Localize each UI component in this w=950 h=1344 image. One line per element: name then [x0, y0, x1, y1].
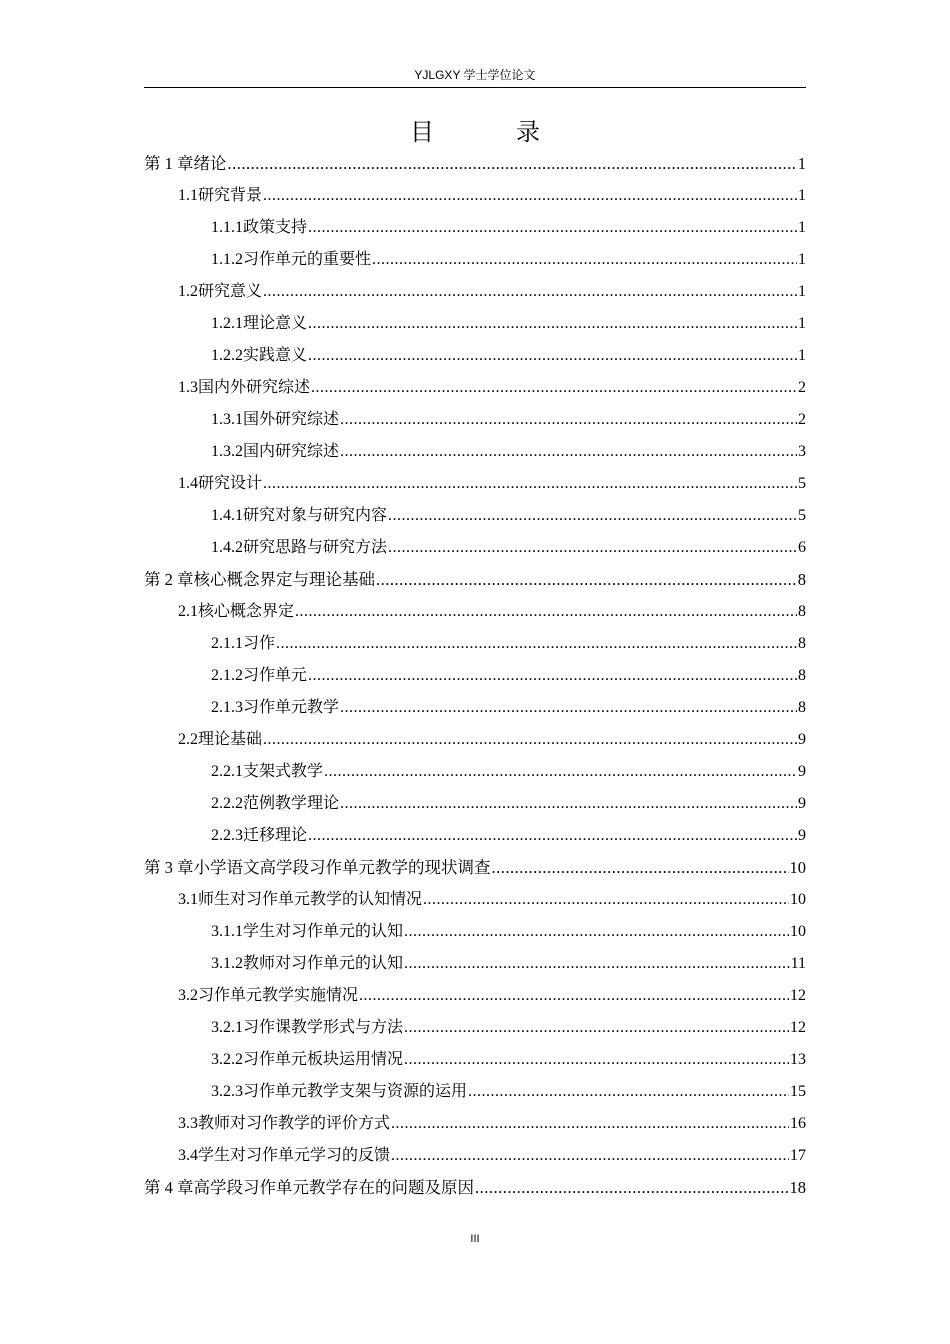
- toc-dot-leader: [404, 916, 789, 948]
- toc-dot-leader: [263, 468, 797, 500]
- toc-dot-leader: [404, 1012, 789, 1044]
- toc-subsection-entry[interactable]: [144, 692, 806, 724]
- toc-entry-page: 6: [798, 539, 806, 556]
- toc-dot-leader: [340, 436, 797, 468]
- toc-section-entry[interactable]: [144, 724, 806, 756]
- toc-entry-number: 1.2: [178, 283, 198, 300]
- toc-dot-leader: [388, 500, 797, 532]
- toc-entry-page: 8: [798, 603, 806, 620]
- toc-chapter-entry[interactable]: [144, 852, 806, 884]
- toc-entry-page: 18: [789, 1178, 806, 1197]
- toc-subsection-entry[interactable]: [144, 1076, 806, 1108]
- toc-subsection-entry[interactable]: [144, 308, 806, 340]
- toc-entry-title: 政策支持: [243, 219, 308, 236]
- toc-section-entry[interactable]: [144, 1108, 806, 1140]
- toc-dot-leader: [475, 1172, 789, 1204]
- toc-entry-number: 3.2: [178, 987, 198, 1004]
- toc-entry-title: 研究设计: [198, 475, 263, 492]
- toc-entry-title: 迁移理论: [243, 827, 308, 844]
- toc-entry-title: 实践意义: [243, 347, 308, 364]
- toc-entry-title: 理论意义: [243, 315, 308, 332]
- toc-section-entry[interactable]: [144, 276, 806, 308]
- toc-entry-page: 5: [798, 507, 806, 524]
- toc-entry-page: 5: [798, 475, 806, 492]
- toc-entry-title: 范例教学理论: [243, 795, 340, 812]
- toc-dot-leader: [311, 372, 797, 404]
- toc-entry-page: 16: [790, 1115, 806, 1132]
- toc-dot-leader: [340, 404, 797, 436]
- toc-entry-page: 1: [798, 315, 806, 332]
- toc-entry-number: 2.2.3: [211, 827, 243, 844]
- toc-dot-leader: [492, 852, 789, 884]
- toc-entry-title: 国内研究综述: [243, 443, 340, 460]
- toc-entry-number: 3.2.2: [211, 1051, 243, 1068]
- toc-subsection-entry[interactable]: [144, 500, 806, 532]
- toc-entry-page: 1: [798, 251, 806, 268]
- toc-entry-number: 2.2.2: [211, 795, 243, 812]
- toc-entry-page: 1: [798, 283, 806, 300]
- toc-entry-title: 高学段习作单元教学存在的问题及原因: [193, 1178, 474, 1197]
- toc-dot-leader: [308, 308, 797, 340]
- toc-entry-number: 1.4.1: [211, 507, 243, 524]
- toc-entry-number: 第 4 章: [144, 1178, 194, 1197]
- toc-dot-leader: [276, 628, 797, 660]
- toc-dot-leader: [324, 756, 797, 788]
- toc-entry-number: 2.1: [178, 603, 198, 620]
- toc-entry-title: 学生对习作单元学习的反馈: [198, 1147, 391, 1164]
- toc-entry-title: 国内外研究综述: [198, 379, 311, 396]
- toc-subsection-entry[interactable]: [144, 788, 806, 820]
- toc-dot-leader: [308, 660, 797, 692]
- toc-entry-page: 1: [798, 347, 806, 364]
- toc-dot-leader: [263, 180, 797, 212]
- toc-entry-title: 学生对习作单元的认知: [243, 923, 404, 940]
- toc-entry-page: 1: [798, 219, 806, 236]
- toc-entry-title: 绪论: [193, 154, 227, 173]
- toc-entry-number: 3.2.3: [211, 1083, 243, 1100]
- toc-dot-leader: [468, 1076, 789, 1108]
- toc-entry-page: 13: [790, 1051, 806, 1068]
- toc-subsection-entry[interactable]: [144, 1044, 806, 1076]
- toc-section-entry[interactable]: [144, 180, 806, 212]
- toc-chapter-entry[interactable]: [144, 1172, 806, 1204]
- toc-entry-number: 3.1: [178, 891, 198, 908]
- toc-entry-page: 2: [798, 379, 806, 396]
- toc-entry-page: 9: [798, 763, 806, 780]
- toc-dot-leader: [228, 148, 797, 180]
- toc-dot-leader: [372, 244, 797, 276]
- toc-entry-number: 1.3: [178, 379, 198, 396]
- toc-subsection-entry[interactable]: [144, 404, 806, 436]
- toc-entry-page: 10: [790, 923, 806, 940]
- toc-entry-page: 12: [790, 987, 806, 1004]
- toc-subsection-entry[interactable]: [144, 1012, 806, 1044]
- toc-section-entry[interactable]: [144, 980, 806, 1012]
- toc-dot-leader: [388, 532, 797, 564]
- toc-dot-leader: [308, 340, 797, 372]
- toc-entry-number: 1.4.2: [211, 539, 243, 556]
- toc-dot-leader: [308, 212, 797, 244]
- toc-entry-title: 小学语文高学段习作单元教学的现状调查: [193, 858, 491, 877]
- toc-entry-title: 国外研究综述: [243, 411, 340, 428]
- toc-entry-title: 习作: [243, 635, 276, 652]
- toc-entry-title: 习作单元的重要性: [243, 251, 372, 268]
- toc-entry-title: 教师对习作教学的评价方式: [198, 1115, 391, 1132]
- toc-entry-number: 第 3 章: [144, 858, 194, 877]
- toc-entry-number: 1.4: [178, 475, 198, 492]
- toc-entry-title: 习作单元: [243, 667, 308, 684]
- toc-dot-leader: [263, 276, 797, 308]
- page-number: III: [470, 1233, 480, 1245]
- toc-subsection-entry[interactable]: [144, 948, 806, 980]
- toc-entry-title: 研究意义: [198, 283, 263, 300]
- toc-entry-page: 12: [790, 1019, 806, 1036]
- toc-entry-number: 1.2.2: [211, 347, 243, 364]
- toc-entry-page: 8: [798, 667, 806, 684]
- toc-entry-number: 3.4: [178, 1147, 198, 1164]
- toc-dot-leader: [391, 1140, 789, 1172]
- toc-title: 目 录: [410, 120, 578, 146]
- toc-entry-page: 17: [790, 1147, 806, 1164]
- toc-subsection-entry[interactable]: [144, 820, 806, 852]
- toc-entry-title: 习作单元教学: [243, 699, 340, 716]
- toc-section-entry[interactable]: [144, 468, 806, 500]
- toc-entry-title: 研究背景: [198, 187, 263, 204]
- toc-entry-number: 3.1.1: [211, 923, 243, 940]
- toc-section-entry[interactable]: [144, 596, 806, 628]
- toc-entry-page: 10: [789, 858, 806, 877]
- toc-entry-number: 1.3.2: [211, 443, 243, 460]
- toc-dot-leader: [391, 1108, 789, 1140]
- toc-dot-leader: [308, 820, 797, 852]
- toc-entry-page: 9: [798, 795, 806, 812]
- toc-entry-page: 3: [798, 443, 806, 460]
- toc-entry-title: 核心概念界定与理论基础: [193, 570, 375, 589]
- toc-dot-leader: [404, 1044, 789, 1076]
- toc-entry-number: 2.1.3: [211, 699, 243, 716]
- toc-entry-number: 3.2.1: [211, 1019, 243, 1036]
- toc-dot-leader: [340, 788, 797, 820]
- toc-entry-number: 1.3.1: [211, 411, 243, 428]
- toc-entry-title: 习作单元板块运用情况: [243, 1051, 404, 1068]
- toc-entry-page: 10: [790, 891, 806, 908]
- toc-entry-page: 2: [798, 411, 806, 428]
- toc-entry-page: 11: [790, 955, 806, 972]
- toc-subsection-entry[interactable]: [144, 340, 806, 372]
- toc-subsection-entry[interactable]: [144, 916, 806, 948]
- page-header: YJLGXY 学士学位论文: [414, 68, 536, 82]
- toc-entry-title: 核心概念界定: [198, 603, 295, 620]
- toc-dot-leader: [404, 948, 790, 980]
- toc-subsection-entry[interactable]: [144, 244, 806, 276]
- table-of-contents: [144, 148, 806, 1204]
- header-divider: [144, 87, 806, 88]
- toc-entry-title: 习作课教学形式与方法: [243, 1019, 404, 1036]
- toc-entry-number: 3.1.2: [211, 955, 243, 972]
- toc-entry-page: 9: [798, 731, 806, 748]
- toc-entry-number: 第 1 章: [144, 154, 194, 173]
- toc-entry-title: 研究思路与研究方法: [243, 539, 388, 556]
- toc-subsection-entry[interactable]: [144, 436, 806, 468]
- toc-section-entry[interactable]: [144, 884, 806, 916]
- toc-entry-title: 师生对习作单元教学的认知情况: [198, 891, 423, 908]
- toc-entry-title: 习作单元教学支架与资源的运用: [243, 1083, 468, 1100]
- toc-entry-page: 9: [798, 827, 806, 844]
- toc-subsection-entry[interactable]: [144, 660, 806, 692]
- toc-entry-title: 习作单元教学实施情况: [198, 987, 359, 1004]
- toc-entry-number: 第 2 章: [144, 570, 194, 589]
- toc-entry-number: 2.1.2: [211, 667, 243, 684]
- toc-entry-page: 1: [797, 154, 806, 173]
- toc-dot-leader: [263, 724, 797, 756]
- toc-dot-leader: [376, 564, 797, 596]
- toc-subsection-entry[interactable]: [144, 212, 806, 244]
- toc-chapter-entry[interactable]: [144, 148, 806, 180]
- toc-entry-number: 1.1.2: [211, 251, 243, 268]
- toc-entry-number: 1.1.1: [211, 219, 243, 236]
- toc-entry-title: 教师对习作单元的认知: [243, 955, 404, 972]
- toc-chapter-entry[interactable]: [144, 564, 806, 596]
- toc-subsection-entry[interactable]: [144, 628, 806, 660]
- toc-dot-leader: [340, 692, 797, 724]
- toc-entry-number: 3.3: [178, 1115, 198, 1132]
- toc-entry-page: 8: [797, 570, 806, 589]
- toc-section-entry[interactable]: [144, 372, 806, 404]
- toc-dot-leader: [423, 884, 789, 916]
- toc-entry-number: 1.1: [178, 187, 198, 204]
- toc-entry-title: 研究对象与研究内容: [243, 507, 388, 524]
- toc-entry-page: 15: [790, 1083, 806, 1100]
- toc-dot-leader: [295, 596, 797, 628]
- toc-entry-number: 2.2.1: [211, 763, 243, 780]
- toc-dot-leader: [359, 980, 789, 1012]
- toc-subsection-entry[interactable]: [144, 532, 806, 564]
- toc-entry-number: 2.2: [178, 731, 198, 748]
- toc-entry-page: 8: [798, 699, 806, 716]
- toc-subsection-entry[interactable]: [144, 756, 806, 788]
- toc-entry-number: 2.1.1: [211, 635, 243, 652]
- toc-entry-number: 1.2.1: [211, 315, 243, 332]
- toc-entry-title: 理论基础: [198, 731, 263, 748]
- toc-section-entry[interactable]: [144, 1140, 806, 1172]
- toc-entry-title: 支架式教学: [243, 763, 324, 780]
- toc-entry-page: 1: [798, 187, 806, 204]
- toc-entry-page: 8: [798, 635, 806, 652]
